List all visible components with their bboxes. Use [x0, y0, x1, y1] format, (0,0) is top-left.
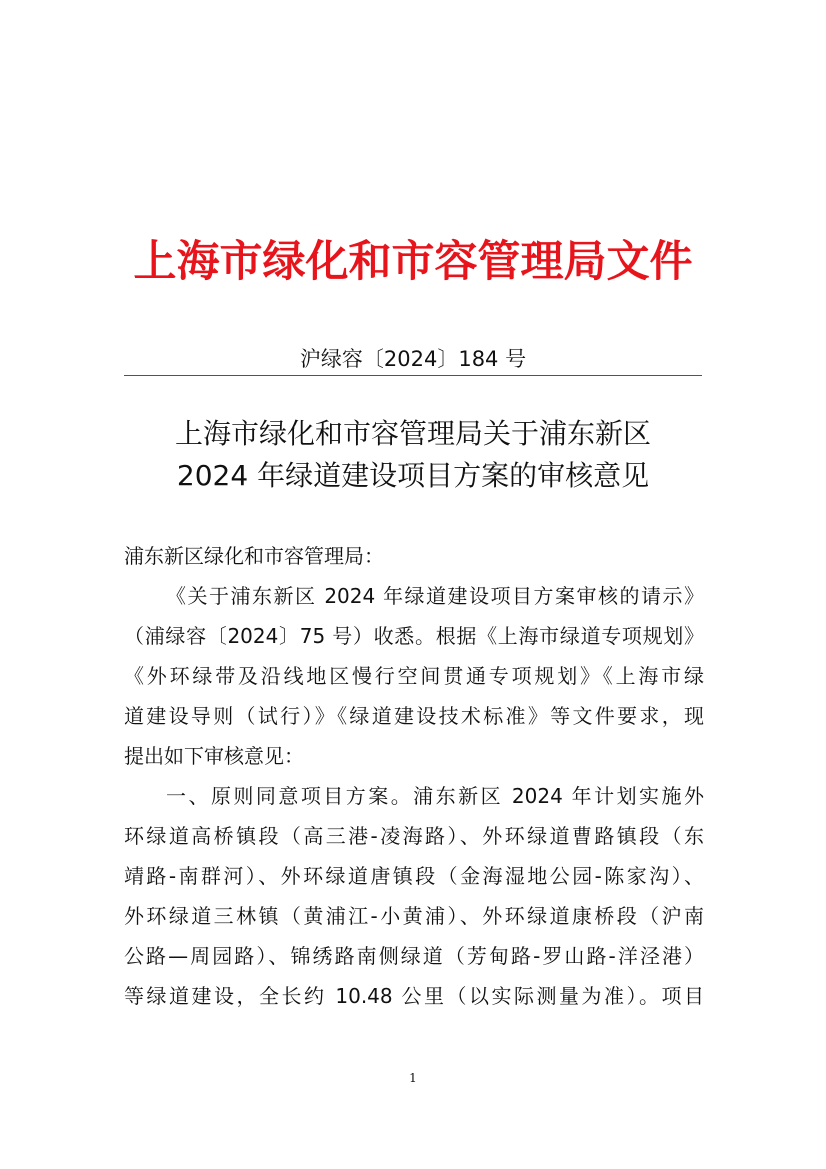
paragraph-2-line: 等绿道建设，全长约 10.48 公里（以实际测量为准）。项目 — [124, 984, 704, 1008]
red-divider-line — [124, 375, 702, 376]
paragraph-1-line: 道建设导则（试行）》《绿道建设技术标准》等文件要求，现 — [124, 704, 704, 728]
paragraph-1-line: 提出如下审核意见： — [124, 744, 304, 768]
paragraph-2-line: 一、原则同意项目方案。浦东新区 2024 年计划实施外 — [166, 784, 704, 808]
document-number: 沪绿容〔2024〕184 号 — [299, 347, 527, 371]
paragraph-2-line: 外环绿道三林镇（黄浦江-小黄浦）、外环绿道康桥段（沪南 — [124, 904, 704, 928]
paragraph-1-line: 《外环绿带及沿线地区慢行空间贯通专项规划》《上海市绿 — [124, 664, 704, 688]
masthead-title: 上海市绿化和市容管理局文件 — [133, 237, 693, 287]
title-line-1: 上海市绿化和市容管理局关于浦东新区 — [174, 417, 651, 450]
document-title — [0, 413, 826, 497]
paragraph-1-line: 《关于浦东新区 2024 年绿道建设项目方案审核的请示》 — [166, 584, 704, 608]
paragraph-1-line: （浦绿容〔2024〕75 号）收悉。根据《上海市绿道专项规划》 — [124, 624, 704, 648]
salutation: 浦东新区绿化和市容管理局： — [124, 544, 384, 568]
title-line-2: 2024 年绿道建设项目方案的审核意见 — [176, 459, 650, 492]
paragraph-2-line: 环绿道高桥镇段（高三港-凌海路）、外环绿道曹路镇段（东 — [124, 824, 704, 848]
paragraph-2-line: 靖路-南群河）、外环绿道唐镇段（金海湿地公园-陈家沟）、 — [124, 864, 704, 888]
document-body — [124, 536, 704, 1016]
page-number: 1 — [409, 1071, 417, 1085]
paragraph-2-line: 公路—周园路）、锦绣路南侧绿道（芳甸路-罗山路-洋泾港） — [124, 944, 704, 968]
